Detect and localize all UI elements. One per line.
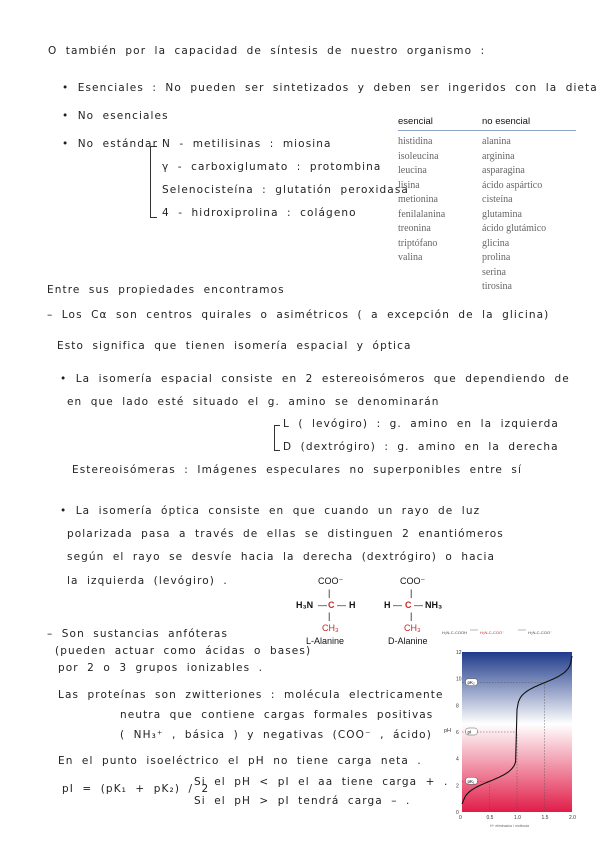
l-ch3: CH₃ xyxy=(322,623,339,633)
x-tick-label: 0.5 xyxy=(486,815,494,821)
optica-line-2: polarizada pasa a través de ellas se distinguen 2 enantiómeros xyxy=(67,528,504,540)
titration-chart xyxy=(440,620,576,830)
bullet-no-estandar: • No estándar xyxy=(62,138,158,150)
table-cell: glicina xyxy=(482,237,510,249)
amino-acid-table xyxy=(398,116,576,295)
d-alanine-label: D-Alanine xyxy=(388,636,428,646)
l-coo: COO⁻ xyxy=(318,576,344,586)
x-tick-label: 2.0 xyxy=(569,815,576,821)
table-cell: fenilalanina xyxy=(398,208,446,220)
properties-heading: Entre sus propiedades encontramos xyxy=(47,284,285,296)
zwitterion-line-3: ( NH₃⁺ , básica ) y negativas (COO⁻ , ácido) xyxy=(120,729,432,741)
l-bond-right: — xyxy=(337,600,346,610)
y-tick-label: 10 xyxy=(456,676,462,683)
ld-brace xyxy=(274,425,280,451)
no-estandar-item: 4 - hidroxiprolina : colágeno xyxy=(162,207,357,219)
no-estandar-brace xyxy=(150,146,157,218)
pi-greater-line: Si el pH > pI tendrá carga – . xyxy=(194,795,411,807)
svg-text:H₃N-C-COO⁻: H₃N-C-COO⁻ xyxy=(480,630,505,635)
table-cell: lisina xyxy=(398,179,420,191)
dextrogiro-line: D (dextrógiro) : g. amino en la derecha xyxy=(283,441,559,453)
y-tick-label: 8 xyxy=(456,703,459,710)
d-h: H xyxy=(384,600,391,610)
x-axis-label: H⁺ eliminados / molécula xyxy=(490,824,530,828)
y-tick-label: 12 xyxy=(456,650,462,656)
pi-less-line: Si el pH < pI el aa tiene carga + . xyxy=(194,776,449,788)
anfoteros-line-1: – Son sustancias anfóteras xyxy=(47,628,229,640)
table-cell: tirosina xyxy=(482,281,512,292)
l-h: H xyxy=(349,600,356,610)
svg-text:H₃N-C-COOH: H₃N-C-COOH xyxy=(442,630,467,635)
y-tick-label: 0 xyxy=(456,810,459,816)
pk-marker-label: pK₂ xyxy=(467,680,475,686)
table-cell: triptófano xyxy=(398,237,438,249)
l-bond-left: — xyxy=(318,600,327,610)
titration-figure xyxy=(440,620,576,830)
optica-line-1: • La isomería óptica consiste en que cuando un rayo de luz xyxy=(60,505,481,517)
bullet-no-esenciales: • No esenciales xyxy=(62,110,169,122)
table-cell: isoleucina xyxy=(398,150,439,162)
no-estandar-item: N - metilisinas : miosina xyxy=(162,138,332,150)
optica-line-3: según el rayo se desvíe hacia la derecha (dextrógiro) o hacia xyxy=(67,551,496,563)
table-cell: arginina xyxy=(482,150,515,162)
l-bond-bottom: | xyxy=(328,611,331,621)
table-cell: metionina xyxy=(398,194,438,205)
x-tick-label: 1.5 xyxy=(541,815,549,821)
zwitterion-line-2: neutra que contiene cargas formales positivas xyxy=(120,709,434,721)
x-tick-label: 1.0 xyxy=(514,815,521,821)
y-tick-label: 6 xyxy=(456,730,459,736)
table-header-esencial: esencial xyxy=(398,116,482,131)
d-bond-top: | xyxy=(410,588,413,598)
quiral-line: – Los Cα son centros quirales o asimétricos ( a excepción de la glicina) xyxy=(47,309,550,321)
no-estandar-item: Selenocisteína : glutatión peroxidasa xyxy=(162,184,409,196)
pk-marker-label: pK₁ xyxy=(467,778,475,784)
d-bond-right: — xyxy=(414,600,423,610)
table-cell: treonina xyxy=(398,223,431,234)
table-cell: cisteína xyxy=(482,194,513,205)
alanine-structures xyxy=(292,574,450,652)
espacial-line-2: en que lado esté situado el g. amino se denominarán xyxy=(67,396,440,408)
anfoteros-line-2: (pueden actuar como ácidas o bases) xyxy=(55,645,312,657)
species-strip xyxy=(442,630,552,635)
table-cell: leucina xyxy=(398,165,427,176)
l-h3n: H₃N xyxy=(296,600,314,610)
estereo-def: Estereoisómeras : Imágenes especulares no superponibles entre sí xyxy=(72,464,522,476)
y-ticks xyxy=(456,650,462,816)
d-ch3: CH₃ xyxy=(404,623,421,633)
table-cell: alanina xyxy=(482,136,511,147)
svg-text:H₂N-C-COO⁻: H₂N-C-COO⁻ xyxy=(528,630,553,635)
l-c-alpha: C xyxy=(328,600,335,610)
d-coo: COO⁻ xyxy=(400,576,426,586)
table-cell: serina xyxy=(482,266,506,278)
pi-formula: pI = (pK₁ + pK₂) / 2 xyxy=(62,783,210,795)
optica-line-4: la izquierda (levógiro) . xyxy=(67,575,228,587)
levogiro-line: L ( levógiro) : g. amino en la izquierda xyxy=(283,418,559,430)
table-cell: asparagina xyxy=(482,165,525,176)
d-c-alpha: C xyxy=(405,600,412,610)
d-bond-bottom: | xyxy=(410,611,413,621)
d-nh3: NH₃ xyxy=(425,600,443,610)
table-cell: ácido aspártico xyxy=(482,179,543,191)
table-cell: prolina xyxy=(482,252,511,263)
table-cell: valina xyxy=(398,252,423,263)
no-estandar-item: γ - carboxiglumato : protombina xyxy=(162,161,382,173)
anfoteros-line-3: por 2 o 3 grupos ionizables . xyxy=(58,662,264,674)
table-cell: histidina xyxy=(398,136,433,147)
x-ticks xyxy=(459,815,576,821)
isomeria-intro: Esto significa que tienen isomería espacial y óptica xyxy=(57,340,412,352)
bullet-esenciales: • Esenciales : No pueden ser sintetizados y deben ser ingeridos con la dieta xyxy=(62,82,598,94)
y-tick-label: 2 xyxy=(456,783,459,790)
table-header-no-esencial: no esencial xyxy=(482,116,576,131)
y-axis-label: pH xyxy=(444,728,452,734)
l-bond-top: | xyxy=(328,588,331,598)
l-alanine-label: L-Alanine xyxy=(306,636,345,646)
table-cell: glutamina xyxy=(482,208,522,220)
intro-line: O también por la capacidad de síntesis de nuestro organismo : xyxy=(48,45,486,57)
isoelectric-line: En el punto isoeléctrico el pH no tiene carga neta . xyxy=(58,755,422,767)
d-bond-left: — xyxy=(393,600,402,610)
pk-marker-label: pI xyxy=(467,729,472,735)
table-cell: ácido glutámico xyxy=(482,223,547,234)
x-tick-label: 0 xyxy=(459,815,462,821)
y-tick-label: 4 xyxy=(456,756,459,763)
espacial-line-1: • La isomería espacial consiste en 2 estereoisómeros que dependiendo de xyxy=(60,373,570,385)
zwitterion-line-1: Las proteínas son zwitteriones : molécula electricamente xyxy=(58,689,444,701)
